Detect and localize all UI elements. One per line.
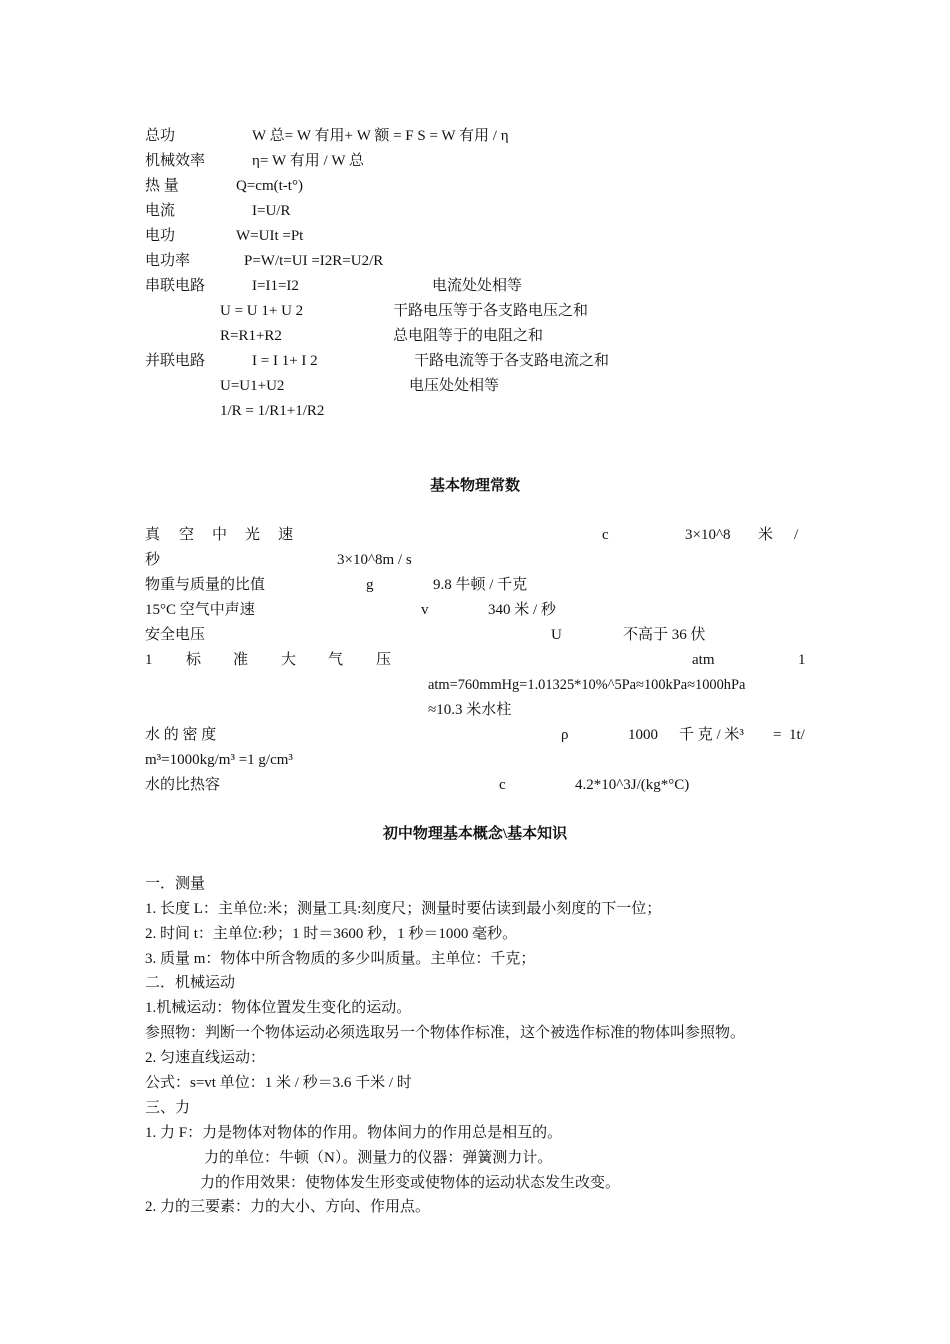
formula-label: 热 量 xyxy=(145,178,179,194)
formula-expr: I=I1=I2 xyxy=(252,278,299,294)
formula-expr: P=W/t=UI =I2R=U2/R xyxy=(244,253,384,269)
concept-line: 1. 力 F：力是物体对物体的作用。物体间力的作用总是相互的。 xyxy=(145,1125,563,1141)
constant-name-char: 大 xyxy=(281,652,297,668)
concept-line: 2. 匀速直线运动： xyxy=(145,1050,266,1066)
formula-expr: R=R1+R2 xyxy=(220,328,282,344)
constant-value: / xyxy=(794,527,799,543)
constant-value: = xyxy=(773,727,782,743)
constant-name-char: 空 xyxy=(179,527,195,543)
concept-line: 1.机械运动：物体位置发生变化的运动。 xyxy=(145,1000,412,1016)
constant-name-char: 1 xyxy=(145,652,153,668)
concepts-heading: 初中物理基本概念\基本知识 xyxy=(382,826,568,842)
formula-label: 总功 xyxy=(145,128,176,144)
formula-note: 总电阻等于的电阻之和 xyxy=(393,328,544,344)
formula-expr: U=U1+U2 xyxy=(220,378,285,394)
constant-value: 1 xyxy=(798,652,806,668)
formula-expr: Q=cm(t-t°) xyxy=(236,178,303,194)
concept-line: 公式：s=vt 单位：1 米 / 秒＝3.6 千米 / 时 xyxy=(145,1075,412,1091)
formula-note: 干路电流等于各支路电流之和 xyxy=(414,353,610,369)
formula-label: 并联电路 xyxy=(145,353,206,369)
constant-name: 15°C 空气中声速 xyxy=(145,602,255,618)
constant-name-cont: 秒 xyxy=(145,552,161,568)
constant-name-char: 真 xyxy=(145,527,161,543)
formula-label: 串联电路 xyxy=(145,278,206,294)
formula-label: 电功 xyxy=(145,228,176,244)
formula-note: 电流处处相等 xyxy=(432,278,523,294)
formula-expr: 1/R = 1/R1+1/R2 xyxy=(220,403,325,419)
constant-value: 3×10^8m / s xyxy=(337,552,412,568)
constant-value: atm=760mmHg=1.01325*10%^5Pa≈100kPa≈1000hPa xyxy=(428,677,746,693)
formula-expr: I=U/R xyxy=(252,203,291,219)
section-heading: 二．机械运动 xyxy=(145,975,236,991)
constant-value: 1t/ xyxy=(789,727,805,743)
concept-line: 力的作用效果：使物体发生形变或使物体的运动状态发生改变。 xyxy=(200,1175,621,1191)
constant-value: ≈10.3 米水柱 xyxy=(428,702,512,718)
constant-value-cont: m³=1000kg/m³ =1 g/cm³ xyxy=(145,752,293,768)
constant-symbol: U xyxy=(551,627,562,643)
constant-symbol: atm xyxy=(692,652,715,668)
constant-name-char: 光 xyxy=(245,527,261,543)
constant-symbol: ρ xyxy=(561,727,569,743)
constant-name: 物重与质量的比值 xyxy=(145,577,266,593)
constant-value: 9.8 牛顿 / 千克 xyxy=(433,577,528,593)
formula-expr: I = I 1+ I 2 xyxy=(252,353,318,369)
constant-name-char: 中 xyxy=(212,527,228,543)
concept-line: 1. 长度 L：主单位:米；测量工具:刻度尺；测量时要估读到最小刻度的下一位； xyxy=(145,901,662,917)
constant-symbol: c xyxy=(499,777,506,793)
constant-value: 米 xyxy=(758,527,774,543)
formula-expr: η= W 有用 / W 总 xyxy=(252,153,364,169)
formula-label: 电功率 xyxy=(145,253,191,269)
formula-label: 机械效率 xyxy=(145,153,206,169)
constant-value: 不高于 36 伏 xyxy=(623,627,706,643)
constant-value: 340 米 / 秒 xyxy=(488,602,556,618)
constant-name: 水 的 密 度 xyxy=(145,727,217,743)
formula-note: 电压处处相等 xyxy=(409,378,500,394)
constants-heading: 基本物理常数 xyxy=(429,478,520,494)
constant-name-char: 速 xyxy=(278,527,294,543)
formula-expr: W 总= W 有用+ W 额 = F S = W 有用 / η xyxy=(252,128,509,144)
constant-name: 安全电压 xyxy=(145,627,206,643)
constant-value: 千 克 / 米³ xyxy=(679,727,744,743)
constant-name-char: 准 xyxy=(233,652,249,668)
concept-line: 2. 力的三要素：力的大小、方向、作用点。 xyxy=(145,1199,431,1215)
constant-value: 3×10^8 xyxy=(685,527,731,543)
formula-expr: W=UIt =Pt xyxy=(236,228,304,244)
section-heading: 一．测量 xyxy=(145,876,206,892)
constant-name-char: 压 xyxy=(376,652,392,668)
concept-line: 力的单位：牛顿（N）。测量力的仪器：弹簧测力计。 xyxy=(204,1150,553,1166)
formula-expr: U = U 1+ U 2 xyxy=(220,303,304,319)
constant-symbol: v xyxy=(421,602,429,618)
formula-note: 干路电压等于各支路电压之和 xyxy=(393,303,589,319)
concept-line: 2. 时间 t：主单位:秒；1 时＝3600 秒，1 秒＝1000 毫秒。 xyxy=(145,926,518,942)
formula-label: 电流 xyxy=(145,203,176,219)
constant-name-char: 气 xyxy=(328,652,344,668)
constant-symbol: g xyxy=(366,577,374,593)
concept-line: 3. 质量 m：物体中所含物质的多少叫质量。主单位：千克； xyxy=(145,951,536,967)
concept-line: 参照物：判断一个物体运动必须选取另一个物体作标准，这个被选作标准的物体叫参照物。 xyxy=(145,1025,746,1041)
constant-value: 1000 xyxy=(628,727,658,743)
constant-symbol: c xyxy=(602,527,609,543)
section-heading: 三、力 xyxy=(145,1100,191,1116)
constant-name: 水的比热容 xyxy=(145,777,221,793)
constant-name-char: 标 xyxy=(186,652,202,668)
constant-value: 4.2*10^3J/(kg*°C) xyxy=(575,777,690,793)
